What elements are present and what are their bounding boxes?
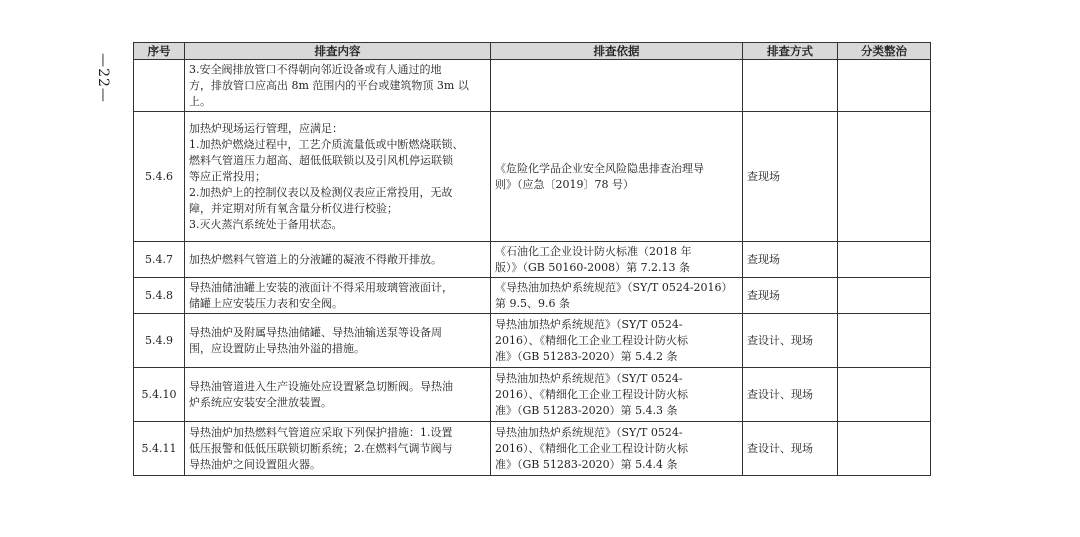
inspection-table: [133, 42, 931, 476]
row-method: 查设计、现场: [743, 314, 838, 368]
content-line: 导热油炉及附属导热油储罐、导热油输送泵等设备周: [189, 325, 442, 339]
row-method: 查设计、现场: [743, 422, 838, 476]
row-seq: 5.4.7: [134, 242, 185, 278]
basis-line: 《导热油加热炉系统规范》（SY/T 0524-2016）: [495, 280, 733, 294]
header-seq: 序号: [134, 43, 185, 60]
row-method: 查现场: [743, 242, 838, 278]
row-rectify: [838, 242, 931, 278]
table-row: [134, 112, 931, 242]
content-line: 围，应设置防止导热油外溢的措施。: [189, 341, 365, 355]
basis-line: 第 9.5、9.6 条: [495, 296, 570, 310]
basis-line: 2016）、《精细化工企业工程设计防火标: [495, 387, 688, 401]
table-row: [134, 242, 931, 278]
basis-line: 《石油化工企业设计防火标准（2018 年: [495, 244, 692, 258]
table-row: [134, 60, 931, 112]
row-content: [185, 278, 491, 314]
content-line: 加热炉燃料气管道上的分液罐的凝液不得敞开排放。: [189, 252, 442, 266]
row-seq: 5.4.11: [134, 422, 185, 476]
content-line: 导热油储油罐上安装的液面计不得采用玻璃管液面计，: [189, 280, 453, 294]
basis-line: 2016）、《精细化工企业工程设计防火标: [495, 441, 688, 455]
table-row: [134, 278, 931, 314]
content-line: 3.安全阀排放管口不得朝向邻近设备或有人通过的地: [189, 62, 442, 76]
row-rectify: [838, 112, 931, 242]
row-basis: [491, 112, 743, 242]
content-line: 2.加热炉上的控制仪表以及检测仪表应正常投用，无故: [189, 185, 453, 199]
basis-line: 准》（GB 51283-2020）第 5.4.4 条: [495, 457, 678, 471]
row-basis: [491, 60, 743, 112]
row-content: [185, 112, 491, 242]
basis-line: 导热油加热炉系统规范》（SY/T 0524-: [495, 425, 683, 439]
content-line: 低压报警和低低压联锁切断系统；2.在燃料气调节阀与: [189, 441, 453, 455]
content-line: 障，并定期对所有氧含量分析仪进行校验；: [189, 201, 398, 215]
row-content: [185, 368, 491, 422]
content-line: 导热油炉之间设置阻火器。: [189, 457, 321, 471]
row-rectify: [838, 422, 931, 476]
row-seq: 5.4.10: [134, 368, 185, 422]
header-rectify: 分类整治: [838, 43, 931, 60]
basis-line: 《危险化学品企业安全风险隐患排查治理导: [495, 161, 704, 175]
content-line: 等应正常投用；: [189, 169, 266, 183]
row-seq: [134, 60, 185, 112]
content-line: 储罐上应安装压力表和安全阀。: [189, 296, 343, 310]
basis-line: 2016）、《精细化工企业工程设计防火标: [495, 333, 688, 347]
row-rectify: [838, 60, 931, 112]
content-line: 导热油炉加热燃料气管道应采取下列保护措施：1.设置: [189, 425, 453, 439]
basis-line: 则》（应急〔2019〕78 号）: [495, 177, 634, 191]
content-line: 上。: [189, 94, 211, 108]
basis-line: 导热油加热炉系统规范》（SY/T 0524-: [495, 317, 683, 331]
table-row: [134, 314, 931, 368]
row-content: [185, 422, 491, 476]
row-rectify: [838, 278, 931, 314]
content-line: 1.加热炉燃烧过程中，工艺介质流量低或中断燃烧联锁、: [189, 137, 464, 151]
page-number: —22—: [95, 53, 111, 103]
content-line: 燃料气管道压力超高、超低低联锁以及引风机停运联锁: [189, 153, 453, 167]
row-method: [743, 60, 838, 112]
header-basis: 排查依据: [491, 43, 743, 60]
row-basis: [491, 422, 743, 476]
table-row: [134, 422, 931, 476]
header-row: [134, 43, 931, 60]
basis-line: 导热油加热炉系统规范》（SY/T 0524-: [495, 371, 683, 385]
row-rectify: [838, 368, 931, 422]
content-line: 导热油管道进入生产设施处应设置紧急切断阀。导热油: [189, 379, 453, 393]
content-line: 3.灭火蒸汽系统处于备用状态。: [189, 217, 343, 231]
row-basis: [491, 278, 743, 314]
content-line: 加热炉现场运行管理，应满足：: [189, 121, 343, 135]
content-line: 炉系统应安装安全泄放装置。: [189, 395, 332, 409]
row-method: 查设计、现场: [743, 368, 838, 422]
header-content: 排查内容: [185, 43, 491, 60]
row-seq: 5.4.8: [134, 278, 185, 314]
row-method: 查现场: [743, 112, 838, 242]
row-content: [185, 60, 491, 112]
content-line: 方，排放管口应高出 8m 范围内的平台或建筑物顶 3m 以: [189, 78, 469, 92]
basis-line: 准》（GB 51283-2020）第 5.4.2 条: [495, 349, 678, 363]
row-seq: 5.4.9: [134, 314, 185, 368]
row-seq: 5.4.6: [134, 112, 185, 242]
header-method: 排查方式: [743, 43, 838, 60]
basis-line: 版）》（GB 50160-2008）第 7.2.13 条: [495, 260, 691, 274]
basis-line: 准》（GB 51283-2020）第 5.4.3 条: [495, 403, 678, 417]
row-basis: [491, 368, 743, 422]
row-content: [185, 242, 491, 278]
row-basis: [491, 314, 743, 368]
row-rectify: [838, 314, 931, 368]
row-method: 查现场: [743, 278, 838, 314]
row-basis: [491, 242, 743, 278]
row-content: [185, 314, 491, 368]
table-row: [134, 368, 931, 422]
